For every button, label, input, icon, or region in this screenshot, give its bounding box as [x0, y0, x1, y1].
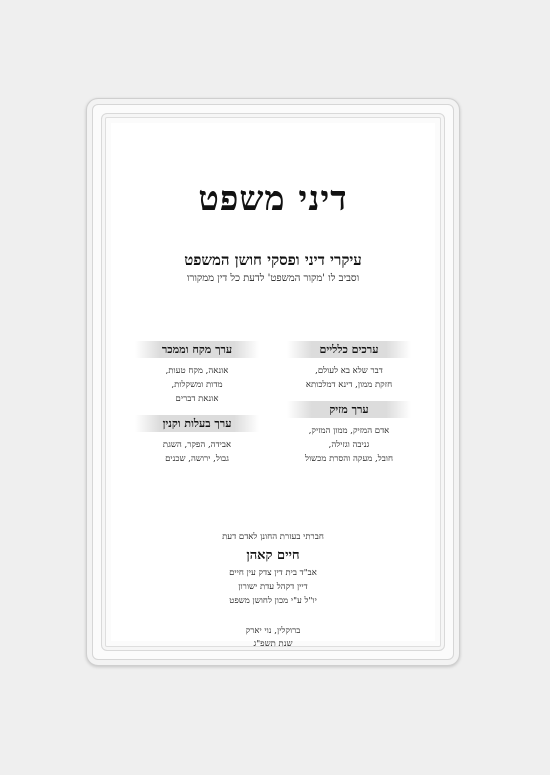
author-title-line: אב"ד בית דין צדק עין חיים — [229, 568, 317, 578]
publication-info — [111, 625, 435, 651]
section-heading: ערך מזיק — [287, 401, 411, 418]
section-line: גניבה וגזילה, — [328, 440, 370, 450]
publication-year: שנת תשפ"ג — [253, 639, 293, 649]
section-line: חזקת ממון, דינא דמלכותא — [305, 380, 393, 390]
section-heading: ערכים כלליים — [287, 341, 411, 358]
section-line: אבידה, הפקר, השגת — [162, 440, 232, 450]
section-line: אונאה, מקח טעות, — [165, 366, 229, 376]
section-buy-sell — [135, 341, 259, 406]
book-cover-frame — [86, 98, 460, 666]
section-heading: ערך מקח וממכר — [135, 341, 259, 358]
credit-intro: חברתי בעזרת החונן לאדם דעת — [222, 532, 324, 542]
section-line: מדות ומשקלות, — [171, 380, 223, 390]
section-damager — [287, 401, 411, 466]
section-line: גבול, ירושה, שכנים — [165, 454, 229, 464]
section-line: דבר שלא בא לעולם, — [315, 366, 383, 376]
section-line: חובל, מעקה והסרת מכשול — [305, 454, 393, 464]
section-line: אונאת דברים — [175, 394, 219, 404]
author-titles — [111, 566, 435, 608]
title-page — [111, 123, 435, 649]
author-name: חיים קאהן — [246, 548, 300, 563]
book-subline: וסביב לו 'מקור המשפט' לדעת כל דין ממקורו — [186, 273, 360, 284]
book-subtitle: עיקרי דיני ופסקי חושן המשפט — [184, 251, 362, 269]
book-title: דיני משפט — [198, 179, 348, 219]
publication-place: ברוקלין, נוי יארק — [245, 626, 301, 636]
section-general — [287, 341, 411, 392]
section-line: אדם המזיק, ממון המזיק, — [308, 426, 390, 436]
section-ownership — [135, 415, 259, 466]
author-title-line: דיין דקהל עדת ישורון — [238, 582, 308, 592]
author-title-line: יו"ל ע"י מכון לחושן משפט — [229, 596, 317, 606]
section-heading: ערך בעלות וקנין — [135, 415, 259, 432]
